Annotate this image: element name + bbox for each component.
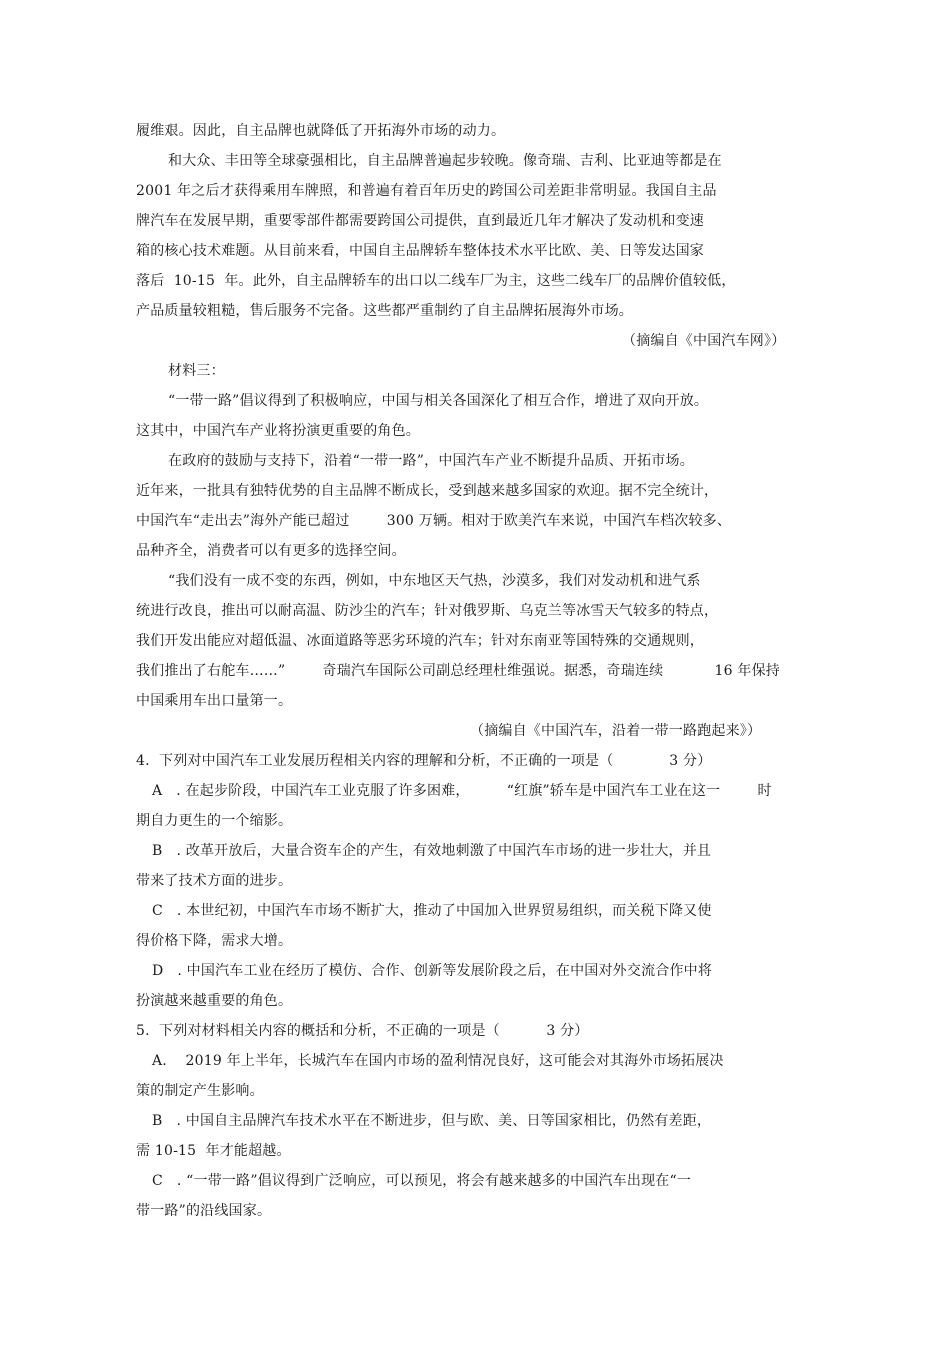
- answer-option: C . “一带一路”倡议得到广泛响应，可以预见，将会有越来越多的中国汽车出现在“一: [152, 1173, 692, 1189]
- question-stem: 4. 下列对中国汽车工业发展历程相关内容的理解和分析，不正确的一项是（ 3 分）: [136, 753, 712, 769]
- answer-option: A . 在起步阶段，中国汽车工业克服了许多困难， “红旗”轿车是中国汽车工业在这一 时: [152, 783, 772, 799]
- paragraph-line: 中国汽车“走出去”海外产能已超过 300 万辆。相对于欧美汽车来说，中国汽车档次较多、: [136, 513, 732, 529]
- paragraph-line: 2001 年之后才获得乘用车牌照，和普遍有着百年历史的跨国公司差距非常明显。我国自主品: [136, 183, 717, 199]
- paragraph-line: 我们开发出能应对超低温、冰面道路等恶劣环境的汽车；针对东南亚等国特殊的交通规则，: [136, 633, 704, 649]
- section-heading: 材料三：: [168, 363, 225, 379]
- paragraph-line: “一带一路”倡议得到了积极响应，中国与相关各国深化了相互合作，增进了双向开放。: [168, 393, 709, 409]
- answer-option-continued: 带来了技术方面的进步。: [136, 873, 293, 889]
- source-citation: （摘编自《中国汽车网》）: [622, 333, 786, 349]
- paragraph-line: 中国乘用车出口量第一。: [136, 693, 293, 709]
- paragraph-line: 履维艰。因此，自主品牌也就降低了开拓海外市场的动力。: [136, 123, 506, 139]
- paragraph-line: 牌汽车在发展早期，重要零部件都需要跨国公司提供，直到最近几年才解决了发动机和变速: [136, 213, 704, 229]
- answer-option: A. 2019 年上半年，长城汽车在国内市场的盈利情况良好，这可能会对其海外市场拓展决: [152, 1053, 724, 1069]
- answer-option: B . 中国自主品牌汽车技术水平在不断进步，但与欧、美、日等国家相比，仍然有差距，: [152, 1113, 712, 1129]
- paragraph-line: “我们没有一成不变的东西，例如，中东地区天气热，沙漠多，我们对发动机和进气系: [168, 573, 701, 589]
- question-stem: 5. 下列对材料相关内容的概括和分析，不正确的一项是（ 3 分）: [136, 1023, 589, 1039]
- answer-option-continued: 策的制定产生影响。: [136, 1083, 264, 1099]
- answer-option: B . 改革开放后，大量合资车企的产生，有效地刺激了中国汽车市场的进一步壮大，并且: [152, 843, 712, 859]
- answer-option-continued: 得价格下降，需求大增。: [136, 933, 293, 949]
- paragraph-line: 落后 10-15 年。此外，自主品牌轿车的出口以二线车厂为主，这些二线车厂的品牌价值较低，: [136, 273, 736, 289]
- source-citation: （摘编自《中国汽车，沿着一带一路跑起来》）: [470, 723, 762, 739]
- paragraph-line: 我们推出了右舵车……” 奇瑞汽车国际公司副总经理杜维强说。据悉，奇瑞连续 16 年保持: [136, 663, 780, 679]
- paragraph-line: 在政府的鼓励与支持下，沿着“一带一路”，中国汽车产业不断提升品质、开拓市场。: [168, 453, 694, 469]
- paragraph-line: 统进行改良，推出可以耐高温、防沙尘的汽车；针对俄罗斯、乌克兰等冰雪天气较多的特点，: [136, 603, 719, 619]
- answer-option: D . 中国汽车工业在经历了模仿、合作、创新等发展阶段之后，在中国对外交流合作中将: [152, 963, 713, 979]
- paragraph-line: 近年来，一批具有独特优势的自主品牌不断成长，受到越来越多国家的欢迎。据不完全统计，: [136, 483, 719, 499]
- answer-option: C . 本世纪初，中国汽车市场不断扩大，推动了中国加入世界贸易组织，而关税下降又使: [152, 903, 712, 919]
- answer-option-continued: 扮演越来越重要的角色。: [136, 993, 293, 1009]
- answer-option-continued: 带一路”的沿线国家。: [136, 1203, 272, 1219]
- paragraph-line: 这其中，中国汽车产业将扮演更重要的角色。: [136, 423, 420, 439]
- paragraph-line: 箱的核心技术难题。从目前来看，中国自主品牌轿车整体技术水平比欧、美、日等发达国家: [136, 243, 704, 259]
- answer-option-continued: 需 10-15 年才能超越。: [136, 1143, 291, 1159]
- paragraph-line: 品种齐全，消费者可以有更多的选择空间。: [136, 543, 406, 559]
- paragraph-line: 产品质量较粗糙，售后服务不完备。这些都严重制约了自主品牌拓展海外市场。: [136, 303, 633, 319]
- paragraph-line: 和大众、丰田等全球豪强相比，自主品牌普遍起步较晚。像奇瑞、吉利、比亚迪等都是在: [168, 153, 722, 169]
- answer-option-continued: 期自力更生的一个缩影。: [136, 813, 293, 829]
